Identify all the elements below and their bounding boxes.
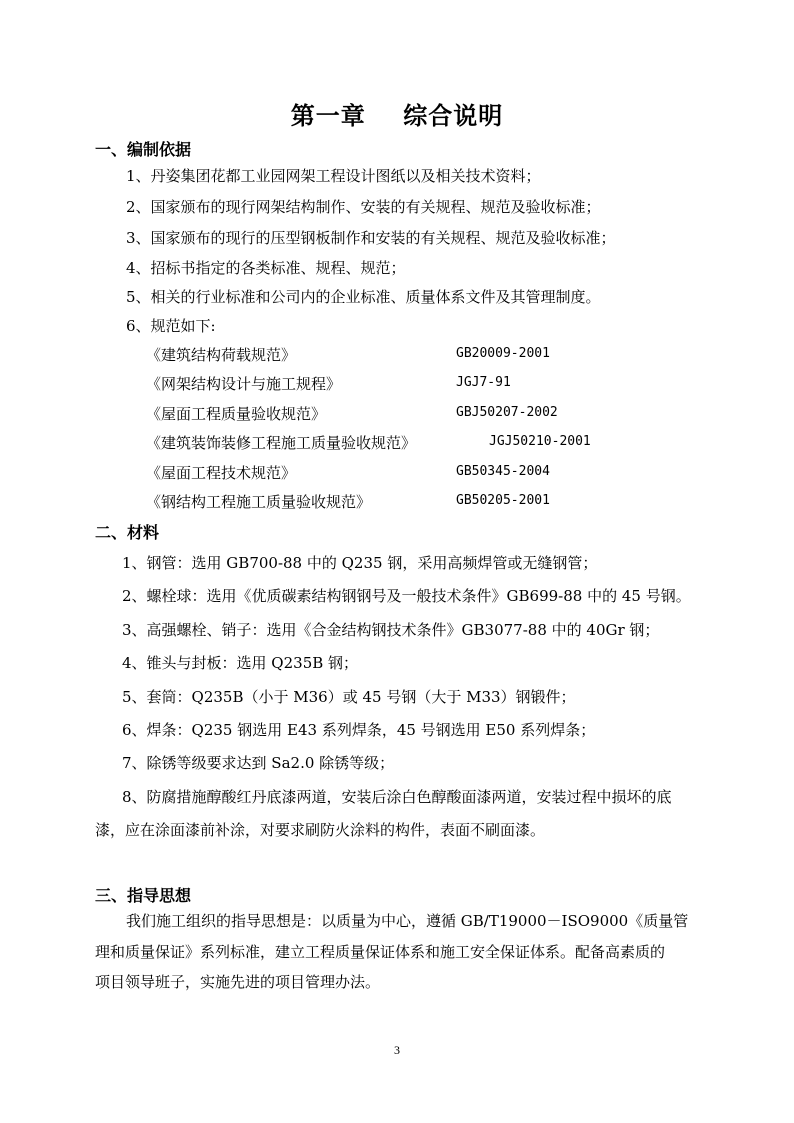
section-heading-basis: 一、编制依据 bbox=[95, 140, 192, 159]
material-item: 1、钢管：选用 GB700-88 中的 Q235 钢，采用高频焊管或无缝钢管； bbox=[122, 554, 598, 572]
material-item: 7、除锈等级要求达到 Sa2.0 除锈等级； bbox=[122, 754, 395, 772]
standard-name: 《屋面工程技术规范》 bbox=[146, 464, 297, 482]
basis-item: 2、国家颁布的现行网架结构制作、安装的有关规程、规范及验收标准； bbox=[126, 198, 601, 216]
page-number: 3 bbox=[394, 1043, 400, 1057]
section-heading-materials: 二、材料 bbox=[95, 523, 160, 542]
standard-code: GB50345-2004 bbox=[456, 464, 550, 479]
material-item: 6、焊条：Q235 钢选用 E43 系列焊条，45 号钢选用 E50 系列焊条； bbox=[122, 721, 596, 739]
material-item-continuation: 漆，应在涂面漆前补涂，对要求刷防火涂料的构件，表面不刷面漆。 bbox=[95, 821, 546, 839]
material-item: 8、防腐措施醇酸红丹底漆两道，安装后涂白色醇酸面漆两道，安装过程中损坏的底 bbox=[122, 788, 672, 806]
standard-name: 《建筑装饰装修工程施工质量验收规范》 bbox=[146, 434, 417, 452]
basis-item: 3、国家颁布的现行的压型钢板制作和安装的有关规程、规范及验收标准； bbox=[126, 229, 616, 247]
standard-code: JGJ50210-2001 bbox=[489, 434, 591, 449]
basis-item: 1、丹姿集团花都工业园网架工程设计图纸以及相关技术资料； bbox=[126, 167, 541, 185]
guidance-paragraph-line: 我们施工组织的指导思想是：以质量为中心，遵循 GB/T19000－ISO9000《质量管 bbox=[126, 912, 689, 930]
standard-name: 《屋面工程质量验收规范》 bbox=[146, 405, 327, 423]
standard-name: 《钢结构工程施工质量验收规范》 bbox=[146, 493, 372, 511]
standard-code: GB20009-2001 bbox=[456, 346, 550, 361]
guidance-paragraph-line: 项目领导班子，实施先进的项目管理办法。 bbox=[95, 973, 381, 991]
chapter-title: 第一章 综合说明 bbox=[290, 101, 504, 130]
material-item: 5、套筒：Q235B（小于 M36）或 45 号钢（大于 M33）钢锻件； bbox=[122, 688, 576, 706]
standard-code: GBJ50207-2002 bbox=[456, 405, 558, 420]
standard-code: GB50205-2001 bbox=[456, 493, 550, 508]
material-item: 3、高强螺栓、销子：选用《合金结构钢技术条件》GB3077-88 中的 40Gr 钢； bbox=[122, 621, 660, 639]
section-heading-guidance: 三、指导思想 bbox=[95, 886, 192, 905]
basis-item: 4、招标书指定的各类标准、规程、规范； bbox=[126, 259, 406, 277]
basis-item: 6、规范如下: bbox=[126, 317, 216, 335]
standard-name: 《建筑结构荷载规范》 bbox=[146, 346, 297, 364]
material-item: 2、螺栓球：选用《优质碳素结构钢钢号及一般技术条件》GB699-88 中的 45 号钢。 bbox=[122, 587, 691, 605]
standard-name: 《网架结构设计与施工规程》 bbox=[146, 375, 342, 393]
basis-item: 5、相关的行业标准和公司内的企业标准、质量体系文件及其管理制度。 bbox=[126, 288, 601, 306]
guidance-paragraph-line: 理和质量保证》系列标准，建立工程质量保证体系和施工安全保证体系。配备高素质的 bbox=[95, 943, 666, 961]
standard-code: JGJ7-91 bbox=[456, 375, 511, 390]
material-item: 4、锥头与封板：选用 Q235B 钢； bbox=[122, 654, 359, 672]
